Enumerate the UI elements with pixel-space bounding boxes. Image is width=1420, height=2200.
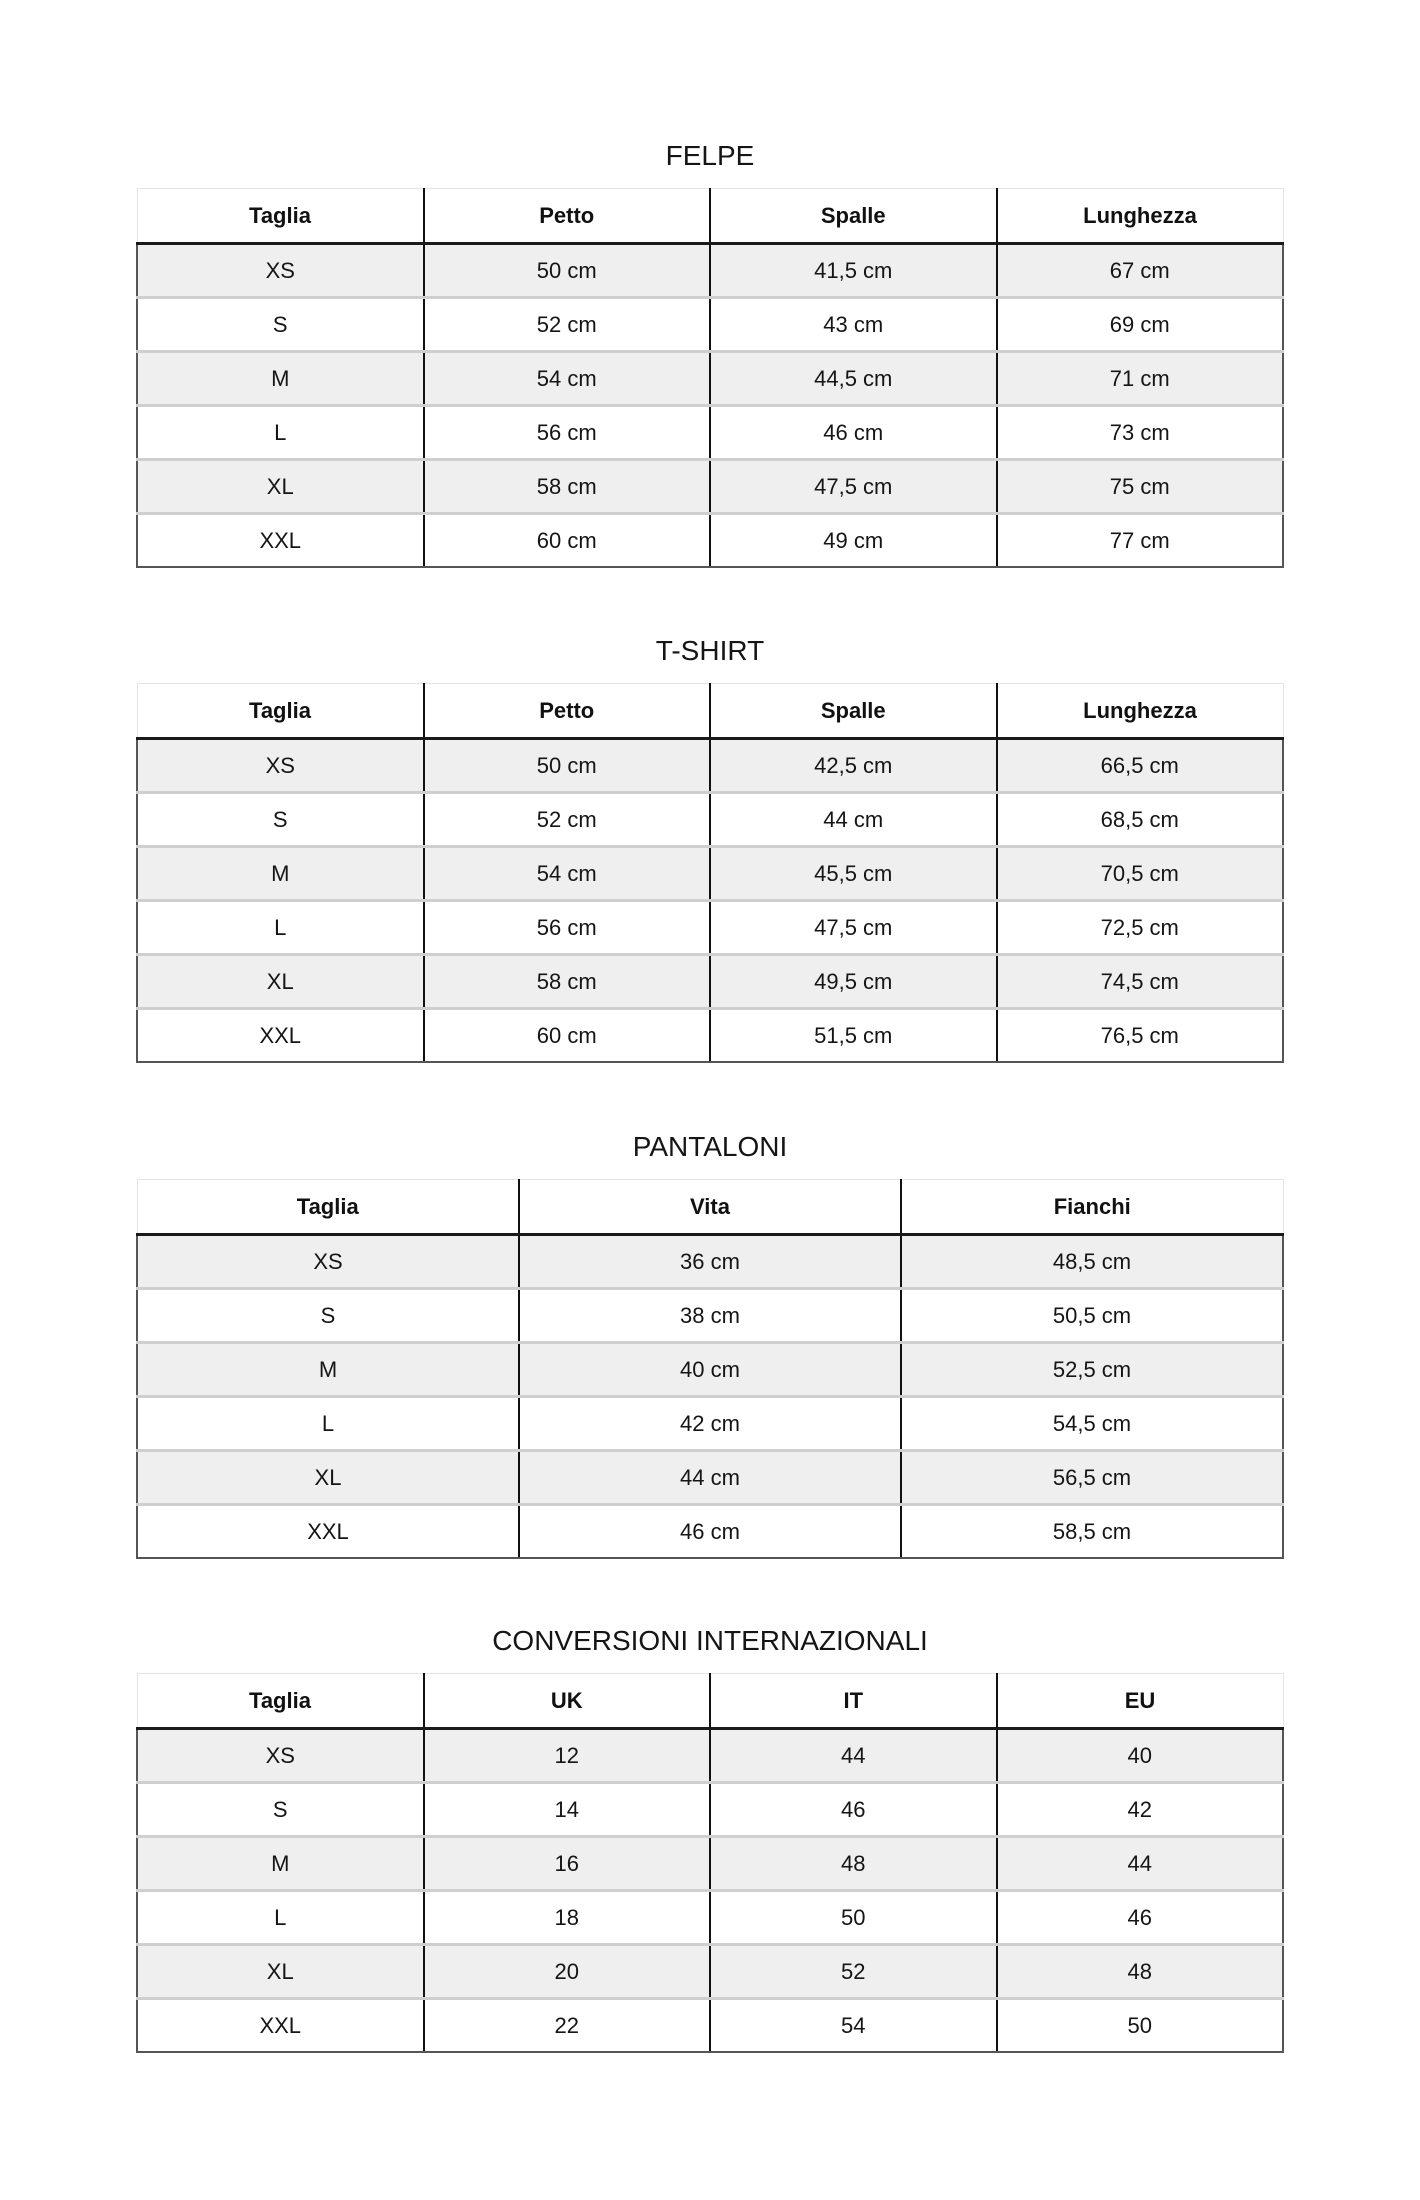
- table-cell: 48: [997, 1945, 1284, 1999]
- column-header: Petto: [424, 189, 711, 244]
- table-cell: 47,5 cm: [710, 901, 997, 955]
- table-cell: 44 cm: [519, 1451, 901, 1505]
- size-table-tshirt: [136, 683, 1284, 1063]
- table-cell: XL: [137, 1451, 519, 1505]
- table-cell: XS: [137, 244, 424, 298]
- column-header: Taglia: [137, 189, 424, 244]
- table-cell: M: [137, 1343, 519, 1397]
- table-row: [137, 739, 1283, 793]
- table-cell: 47,5 cm: [710, 460, 997, 514]
- table-row: [137, 406, 1283, 460]
- table-cell: 18: [424, 1891, 711, 1945]
- table-cell: 12: [424, 1729, 711, 1783]
- column-header: Spalle: [710, 189, 997, 244]
- size-table-conversioni: [136, 1673, 1284, 2053]
- table-cell: 73 cm: [997, 406, 1284, 460]
- table-cell: 60 cm: [424, 1009, 711, 1063]
- table-row: [137, 460, 1283, 514]
- table-cell: L: [137, 1891, 424, 1945]
- section-title-wrap: [136, 1116, 1284, 1179]
- table-cell: XL: [137, 460, 424, 514]
- section-felpe: [136, 125, 1284, 568]
- section-title-wrap: [136, 125, 1284, 188]
- table-cell: 16: [424, 1837, 711, 1891]
- section-conversioni: [136, 1610, 1284, 2053]
- table-row: [137, 1729, 1283, 1783]
- table-cell: M: [137, 352, 424, 406]
- table-header-row: [137, 189, 1283, 244]
- table-cell: 75 cm: [997, 460, 1284, 514]
- table-row: [137, 298, 1283, 352]
- table-cell: 38 cm: [519, 1289, 901, 1343]
- table-header-row: [137, 684, 1283, 739]
- table-cell: XL: [137, 955, 424, 1009]
- table-row: [137, 1837, 1283, 1891]
- table-cell: 54 cm: [424, 352, 711, 406]
- table-cell: 56,5 cm: [901, 1451, 1283, 1505]
- column-header: Taglia: [137, 1674, 424, 1729]
- column-header: Fianchi: [901, 1180, 1283, 1235]
- table-cell: 45,5 cm: [710, 847, 997, 901]
- table-cell: S: [137, 793, 424, 847]
- table-cell: 40: [997, 1729, 1284, 1783]
- table-cell: L: [137, 406, 424, 460]
- table-cell: 20: [424, 1945, 711, 1999]
- table-cell: 56 cm: [424, 406, 711, 460]
- table-cell: 52,5 cm: [901, 1343, 1283, 1397]
- table-cell: 50: [997, 1999, 1284, 2053]
- table-cell: XL: [137, 1945, 424, 1999]
- table-cell: 22: [424, 1999, 711, 2053]
- table-cell: XS: [137, 1729, 424, 1783]
- section-title-tshirt: T-SHIRT: [655, 635, 765, 666]
- table-cell: S: [137, 1289, 519, 1343]
- table-cell: 42,5 cm: [710, 739, 997, 793]
- table-row: [137, 1397, 1283, 1451]
- table-cell: 54: [710, 1999, 997, 2053]
- table-row: [137, 352, 1283, 406]
- table-cell: 66,5 cm: [997, 739, 1284, 793]
- column-header: Lunghezza: [997, 684, 1284, 739]
- table-cell: 74,5 cm: [997, 955, 1284, 1009]
- table-row: [137, 1891, 1283, 1945]
- table-cell: 77 cm: [997, 514, 1284, 568]
- table-cell: L: [137, 1397, 519, 1451]
- table-cell: 48,5 cm: [901, 1235, 1283, 1289]
- table-cell: L: [137, 901, 424, 955]
- table-cell: M: [137, 1837, 424, 1891]
- table-cell: 36 cm: [519, 1235, 901, 1289]
- section-pantaloni: [136, 1116, 1284, 1559]
- table-row: [137, 1505, 1283, 1559]
- section-title-wrap: [136, 1610, 1284, 1673]
- table-cell: 50 cm: [424, 244, 711, 298]
- table-cell: 69 cm: [997, 298, 1284, 352]
- table-cell: 67 cm: [997, 244, 1284, 298]
- section-title-pantaloni: PANTALONI: [632, 1131, 788, 1162]
- table-cell: 14: [424, 1783, 711, 1837]
- section-title-wrap: [136, 620, 1284, 683]
- table-cell: M: [137, 847, 424, 901]
- table-row: [137, 1783, 1283, 1837]
- table-row: [137, 1289, 1283, 1343]
- table-row: [137, 847, 1283, 901]
- table-cell: 52 cm: [424, 298, 711, 352]
- table-cell: 58,5 cm: [901, 1505, 1283, 1559]
- table-cell: 49,5 cm: [710, 955, 997, 1009]
- table-cell: 50: [710, 1891, 997, 1945]
- column-header: EU: [997, 1674, 1284, 1729]
- column-header: Taglia: [137, 684, 424, 739]
- table-cell: 50 cm: [424, 739, 711, 793]
- table-row: [137, 1343, 1283, 1397]
- table-cell: 56 cm: [424, 901, 711, 955]
- table-cell: 68,5 cm: [997, 793, 1284, 847]
- section-title-felpe: FELPE: [665, 140, 755, 171]
- table-cell: 44: [997, 1837, 1284, 1891]
- table-cell: 76,5 cm: [997, 1009, 1284, 1063]
- table-cell: 46 cm: [710, 406, 997, 460]
- table-cell: XXL: [137, 1505, 519, 1559]
- table-cell: 42: [997, 1783, 1284, 1837]
- column-header: Taglia: [137, 1180, 519, 1235]
- section-tshirt: [136, 620, 1284, 1063]
- table-cell: 52: [710, 1945, 997, 1999]
- table-header-row: [137, 1674, 1283, 1729]
- table-cell: 52 cm: [424, 793, 711, 847]
- table-cell: 58 cm: [424, 460, 711, 514]
- table-cell: 51,5 cm: [710, 1009, 997, 1063]
- table-cell: 44,5 cm: [710, 352, 997, 406]
- table-cell: 43 cm: [710, 298, 997, 352]
- table-cell: 72,5 cm: [997, 901, 1284, 955]
- column-header: Vita: [519, 1180, 901, 1235]
- table-row: [137, 1451, 1283, 1505]
- table-cell: 40 cm: [519, 1343, 901, 1397]
- table-row: [137, 901, 1283, 955]
- table-row: [137, 793, 1283, 847]
- table-row: [137, 1235, 1283, 1289]
- table-cell: 60 cm: [424, 514, 711, 568]
- size-table-felpe: [136, 188, 1284, 568]
- column-header: IT: [710, 1674, 997, 1729]
- table-cell: 70,5 cm: [997, 847, 1284, 901]
- table-cell: 58 cm: [424, 955, 711, 1009]
- table-cell: 48: [710, 1837, 997, 1891]
- table-row: [137, 955, 1283, 1009]
- table-row: [137, 514, 1283, 568]
- table-cell: XXL: [137, 514, 424, 568]
- table-row: [137, 244, 1283, 298]
- table-cell: 44: [710, 1729, 997, 1783]
- table-cell: 42 cm: [519, 1397, 901, 1451]
- table-cell: 54,5 cm: [901, 1397, 1283, 1451]
- table-header-row: [137, 1180, 1283, 1235]
- table-cell: 44 cm: [710, 793, 997, 847]
- column-header: Spalle: [710, 684, 997, 739]
- table-cell: S: [137, 1783, 424, 1837]
- table-cell: XXL: [137, 1999, 424, 2053]
- table-cell: 71 cm: [997, 352, 1284, 406]
- table-row: [137, 1945, 1283, 1999]
- column-header: Lunghezza: [997, 189, 1284, 244]
- table-row: [137, 1009, 1283, 1063]
- table-cell: 49 cm: [710, 514, 997, 568]
- size-table-pantaloni: [136, 1179, 1284, 1559]
- table-cell: XS: [137, 739, 424, 793]
- column-header: Petto: [424, 684, 711, 739]
- table-cell: XS: [137, 1235, 519, 1289]
- table-cell: 46 cm: [519, 1505, 901, 1559]
- table-cell: XXL: [137, 1009, 424, 1063]
- column-header: UK: [424, 1674, 711, 1729]
- table-cell: 46: [997, 1891, 1284, 1945]
- table-row: [137, 1999, 1283, 2053]
- section-title-conversioni: CONVERSIONI INTERNAZIONALI: [492, 1625, 928, 1656]
- table-cell: 54 cm: [424, 847, 711, 901]
- table-cell: 50,5 cm: [901, 1289, 1283, 1343]
- table-cell: 46: [710, 1783, 997, 1837]
- table-cell: 41,5 cm: [710, 244, 997, 298]
- table-cell: S: [137, 298, 424, 352]
